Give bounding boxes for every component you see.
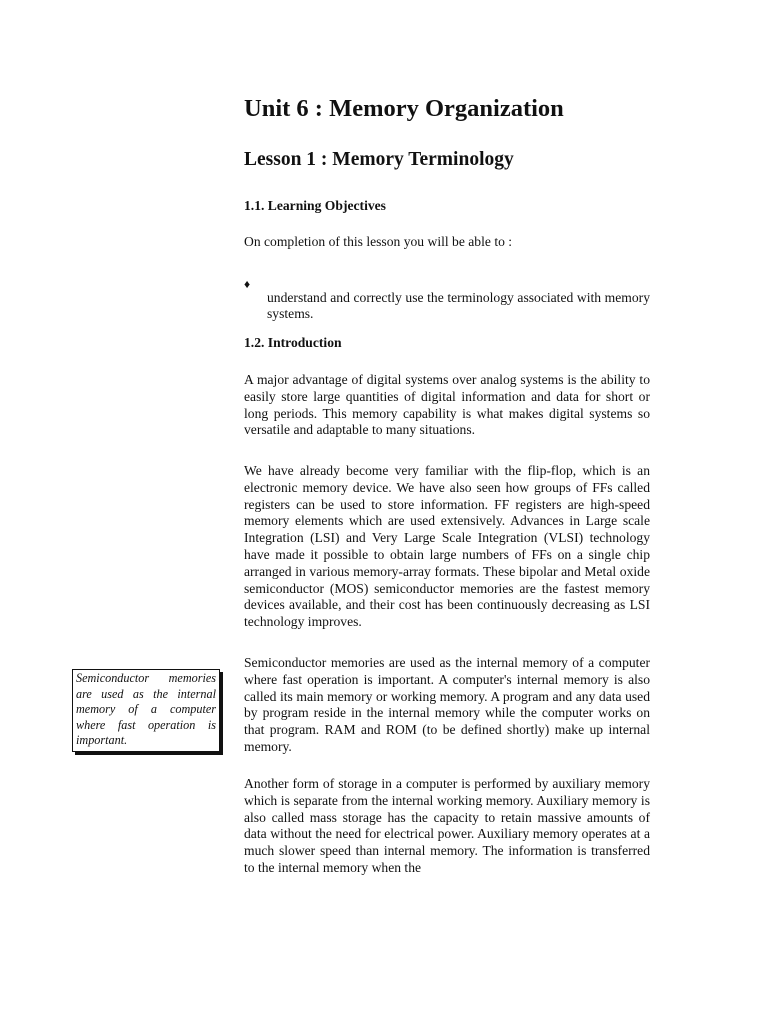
objectives-bullet-list [244,276,650,337]
paragraph-3: Semiconductor memories are used as the internal memory of a computer where fast operation is important. A computer's internal memory is also called its main memory or working memory. A program and any data used by program reside in the internal memory while the computer works on that program. RAM and ROM (to be defined shortly) make up internal memory. [244,655,650,754]
lesson-title: Lesson 1 : Memory Terminology [244,149,514,170]
margin-note-text: Semiconductor memories are used as the internal memory of a computer where fast operation is important. [76,671,216,748]
objectives-bullet-item: understand and correctly use the terminology associated with memory systems. [267,289,650,322]
objectives-intro: On completion of this lesson you will be able to : [244,234,513,249]
diamond-bullet-icon: ♦ [244,277,251,291]
margin-note-box [72,669,220,752]
paragraph-4: Another form of storage in a computer is performed by auxiliary memory which is separate from the internal working memory. Auxiliary memory is also called mass storage has the capacity to retain massive amounts of data without the need for electrical power. Auxiliary memory operates at a much slower speed than internal memory. The information is transferred to the internal memory when the [244,776,650,875]
introduction-heading: 1.2. Introduction [244,335,342,350]
paragraph-2: We have already become very familiar with the flip-flop, which is an electronic memory device. We have also seen how groups of FFs called registers can be used to store information. FF registers are high-speed memory elements which are used extensively. Advances in Large scale Integration (LSI) and Very Large Scale Integration (VLSI) technology have made it possible to obtain large numbers of FFs on a single chip arranged in various memory-array formats. These bipolar and Metal oxide semiconductor (MOS) semiconductor memories are the fastest memory devices available, and their cost has been continuously decreasing as LSI technology improves. [244,463,650,630]
unit-title: Unit 6 : Memory Organization [244,95,564,122]
paragraph-1: A major advantage of digital systems over analog systems is the ability to easily store large quantities of digital information and data for short or long periods. This memory capability is what makes digital systems so versatile and adaptable to many situations. [244,372,650,438]
objectives-heading: 1.1. Learning Objectives [244,198,386,213]
